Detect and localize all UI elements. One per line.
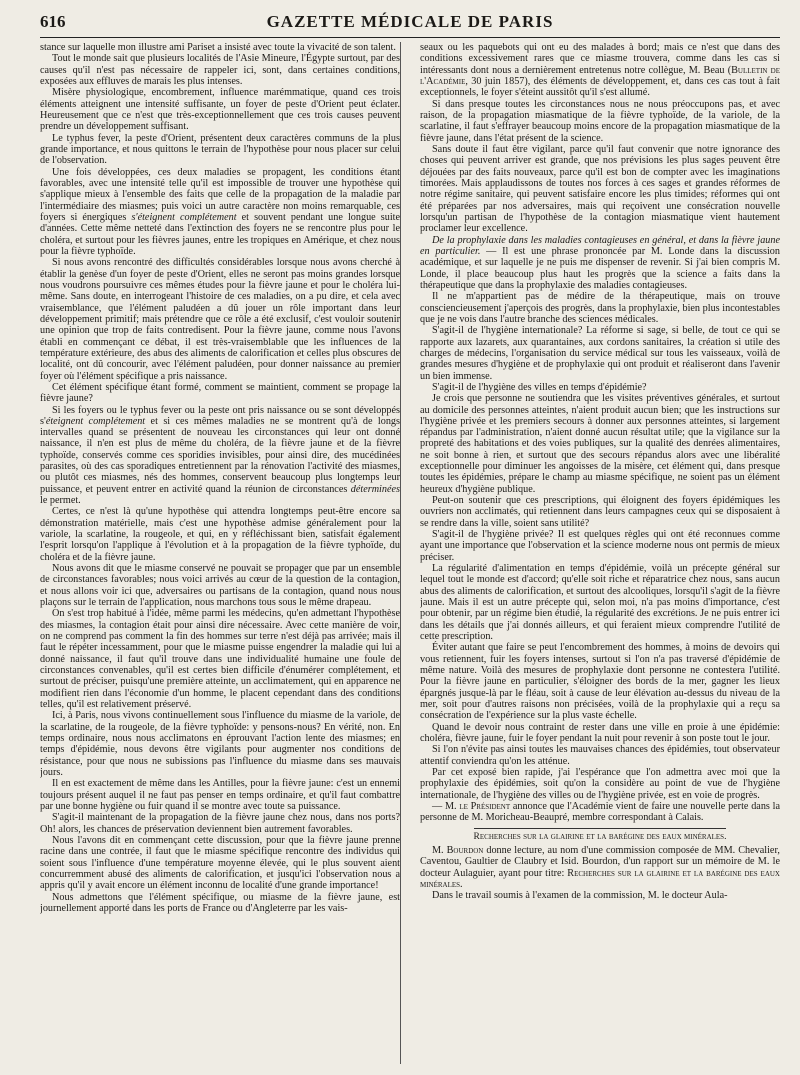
paragraph: Quand le devoir nous contraint de rester dans une ville en proie à une épidémie: choléra, fièvre jaune, fuir le foyer pendant la nuit pour revenir à son poste tout le jour.	[420, 721, 780, 745]
paragraph: Peut-on soutenir que ces prescriptions, qui éloignent des foyers épidémiques les ouvriers non acclimatés, qui retiennent dans leurs campagnes ceux qui se disposaient à se rendre dans la ville, soient sans utilité?	[420, 495, 780, 529]
paragraph	[40, 405, 400, 507]
paragraph: Certes, ce n'est là qu'une hypothèse qui attendra longtemps peut-être encore sa démonstration matérielle, mais c'est une hypothèse admise généralement pour la variole, la scarlatine, la rougeole, et qui, en y réfléchissant bien, satisfait également l'esprit lorsqu'on l'applique à l'évolution et à la propagation de la fièvre typhoïde, du choléra et de la fièvre jaune.	[40, 506, 400, 563]
paragraph: S'agit-il de l'hygiène privée? Il est quelques règles qui ont été reconnues comme ayant une importance que l'observation et la science moderne nous ont permis de mieux préciser.	[420, 529, 780, 563]
paragraph: Éviter autant que faire se peut l'encombrement des hommes, à moins de devoirs qui vous retiennent, fuir les foyers intenses, surtout si l'on n'a pas traversé d'épidémie de même nature. Voilà des mesures de prophylaxie dont personne ne contestera l'utilité. Pour la fièvre jaune en particulier, s'éloigner des bords de la mer, gagner les lieux épargnés jusque-là par le fléau, soit à cause de leur élévation au-dessus du niveau de la mer, soit pour d'autres raisons non précisées, voilà de la prophylaxie qui a reçu sa consécration de l'expérience sur la plus vaste échelle.	[420, 642, 780, 722]
emphasis: déterminées	[350, 483, 400, 495]
journal-title: GAZETTE MÉDICALE DE PARIS	[266, 12, 554, 31]
page-number: 616	[40, 12, 66, 31]
paragraph: On s'est trop habitué à l'idée, même parmi les médecins, qu'en admettant l'hypothèse des miasmes, la contagion était pour ainsi dire nécessaire. Avec cette manière de voir, on ne comprend pas comment la fin des hommes sur terre n'est déjà pas arrivée; mais il faut le répéter incessamment, pour que le miasme puisse engendrer la maladie qui lui a donné naissance, il faut qu'il trouve dans une individualité humaine une foule de circonstances convenables, qu'il est certes bien difficile d'énumérer complétement, et surtout de préciser, puisqu'une première atteinte, un acclimatement, qui en apparence ne modifient rien dans l'économie d'un homme, le placent cependant dans des conditions telles, qu'il est relativement préservé.	[40, 608, 400, 711]
text-span: — Il est une phrase prononcée par M. Londe dans la discussion académique, et sur laquelle je ne puis me dispenser de revenir. Si j'ai bien compris M. Londe, il place beaucoup plus haut les progrès que la science a faits dans la thérapeutique que dans la prophylaxie des maladies contagieuses.	[420, 245, 780, 291]
text-span: Une fois développées, ces deux maladies se propagent, les conditions étant favorables, avec une intensité telle qu'il est impossible de trouver une hypothèse qui s'applique mieux à l'ensemble des faits que celle de la propagation de la maladie par l'intermédiaire des miasmes; puis voici un autre caractère non moins remarquable, ces foyers si énergiques	[40, 166, 400, 223]
paragraph: stance sur laquelle mon illustre ami Pariset a insisté avec toute la vivacité de son talent.	[40, 42, 396, 53]
page-header	[40, 12, 780, 32]
paragraph: Nous l'avons dit en commençant cette discussion, pour que la fièvre jaune prenne racine dans une contrée, il faut que le miasme spécifique rencontre des individus qui soient sous l'influence d'une température moyenne élevée, qui le plus souvent aient concurremment abusé des aliments de calorification, et jusqu'ici l'observation nous a appris qu'il y avait encore un élément inconnu de localité d'une grande importance!	[40, 834, 400, 892]
paragraph: Il en est exactement de même dans les Antilles, pour la fièvre jaune: c'est un ennemi toujours présent auquel il ne faut pas penser en temps ordinaire, et qu'il faut combattre par une bonne hygiène ou fuir quand il se montre avec toute sa puissance.	[40, 778, 400, 812]
speaker-name: — M. le Président	[432, 800, 511, 812]
paragraph: La régularité d'alimentation en temps d'épidémie, voilà un précepte général sur lequel tout le monde est d'accord; qu'elle soit riche et réparatrice chez nous, sans aucun abus des aliments de calorification, et surtout des alcooliques, lorsqu'il s'agit de la fièvre jaune. Mais il est un autre précepte qui, selon moi, n'a pas moins d'importance, c'est pour obtenir, par un régime bien étudié, la régularité des excrétions. Je ne puis entrer ici dans les détails que j'ai donnés ailleurs, et qui feraient mieux comprendre l'utilité de cette prescription.	[420, 563, 780, 643]
column-divider	[400, 42, 401, 1064]
paragraph: Tout le monde sait que plusieurs localités de l'Asie Mineure, l'Égypte surtout, par des causes qu'il n'est pas nécessaire de rappeler ici, sont, dans certaines conditions, exposées aux effluves de marais les plus intenses.	[40, 53, 400, 87]
section-title: Recherches sur la glairine et la barégine des eaux minérales.	[473, 831, 727, 842]
emphasis: s'éteignent complétement	[131, 211, 237, 223]
header-rule	[40, 37, 780, 38]
text-span: donne lecture, au nom d'une commission composée de MM. Chevalier, Caventou, Gaultier de Claubry et Isid. Bourdon, d'un rapport sur un mémoire de M. le docteur Aulaguier, ayant pour titre:	[420, 844, 780, 879]
section-rule	[474, 828, 726, 829]
memoir-title: Recherches sur la glairine et la barégine des eaux minérales.	[420, 867, 780, 890]
text-span: annonce que l'Académie vient de faire une nouvelle perte dans la personne de M. Moricheau-Beaupré, membre correspondant à Calais.	[420, 800, 780, 824]
paragraph: S'agit-il maintenant de la propagation de la fièvre jaune chez nous, dans nos ports? Oh! alors, les chances de préservation deviennent bien autrement favorables.	[40, 812, 400, 835]
paragraph	[420, 801, 780, 824]
paragraph: Ici, à Paris, nous vivons continuellement sous l'influence du miasme de la variole, de la scarlatine, de la rougeole, de la fièvre typhoïde: y pensons-nous? En vérité, non. En temps ordinaire, nous nous acclimatons en éprouvant l'action lente des miasmes; en temps d'épidémie, nous devons être vigilants pour augmenter nos conditions de résistance, pour que nous ne subissions pas l'influence du miasme dans ses mauvais jours.	[40, 710, 400, 778]
paragraph: Le typhus fever, la peste d'Orient, présentent deux caractères communs de la plus grande importance, et nous quittons le terrain de l'hypothèse pour nous placer sur celui de l'observation.	[40, 132, 400, 167]
paragraph: Cet élément spécifique étant formé, comment se maintient, comment se propage la fièvre jaune?	[40, 381, 400, 405]
paragraph: Dans le travail soumis à l'examen de la commission, M. le docteur Aula-	[432, 890, 728, 902]
paragraph: Si l'on n'évite pas ainsi toutes les mauvaises chances des épidémies, tout observateur attentif conviendra qu'on les atténue.	[420, 744, 780, 767]
paragraph: S'agit-il de l'hygiène des villes en temps d'épidémie?	[432, 381, 647, 393]
right-column	[420, 42, 780, 1064]
paragraph: Je crois que personne ne soutiendra que les visites préventives générales, et surtout au domicile des personnes atteintes, n'aient produit aucun bien; que les instructions sur l'hygiène privée et les premiers secours à donner aux personnes atteintes, si largement répandus par l'administration, n'aient donné aucun résultat utile; que la vigilance sur la propreté des habitations et des voies publiques, sur la qualité des denrées alimentaires, ne soit bonne à rien, et surtout que des secours répandus alors avec une libéralité exceptionnelle pour diminuer les angoisses de la misère, cet élément qui, dans presque toutes les épidémies, prépare le champ au miasme spécifique, ne soient pas un élément heureux d'hygiène publique.	[420, 393, 780, 495]
subheading: De la prophylaxie dans les maladies contagieuses en général, et dans la fièvre jaune en particulier.	[420, 234, 780, 257]
paragraph: S'agit-il de l'hygiène internationale? La réforme si sage, si belle, de tout ce qui se rapporte aux lazarets, aux quarantaines, aux cordons sanitaires, la création si utile des charges de médecins, l'organisation du service médical sur tous les vaisseaux, voilà de grandes mesures d'hygiène et de prophylaxie qui ont produit et réaliseront dans l'avenir un bien immense.	[420, 325, 780, 382]
paragraph: Sans doute il faut être vigilant, parce qu'il faut convenir que notre ignorance des choses qui peuvent arriver est grande, que nos prévisions les plus sages peuvent être déjouées par des faits nouveaux, parce qu'il est bon de compter avec les imaginations timorées. Mais applaudissons de toutes nos forces à ces sages et grandes réformes de notre régime sanitaire, qui peuvent satisfaire encore les plus timides; réformes qui ont été préparées par nos adversaires, mais qui reçoivent une consécration nouvelle lorsqu'un partisan de l'hypothèse de la contagion miasmatique vient hautement proclamer leur excellence.	[420, 143, 780, 235]
text-span: Si les foyers ou le typhus fever ou la peste ont pris naissance ou se sont développés s'	[40, 404, 400, 427]
paragraph: Nous avons dit que le miasme conservé ne pouvait se propager que par un ensemble de circonstances favorables; nous voici arrivés au cœur de la question de la contagion, et nous allons voir ici que, adversaires ou partisans de la contagion, quand nous nous plaçons sur le terrain de l'application, nous marchons tous sous le même drapeau.	[40, 563, 400, 609]
text-span: seaux ou les paquebots qui ont eu des malades à bord; mais ce n'est que dans des conditions excessivement rares que ce miasme trouvera, comme dans les cas si intéressants dont nous a dernièrement entretenus notre collègue, M. Beau (	[420, 42, 780, 76]
text-span: , 30 juin 1857), des éléments de développement, et, dans ces cas tout à fait exceptionnels, le foyer s'éteint aussitôt qu'il s'est allumé.	[420, 75, 780, 99]
speaker-name: M. Bourdon	[432, 844, 484, 856]
paragraph: Il ne m'appartient pas de médire de la thérapeutique, mais on trouve consciencieusement j'aperçois des progrès, dans la prophylaxie, bien plus incontestables que je ne vois dans l'autre branche des sciences médicales.	[420, 291, 780, 325]
paragraph	[420, 42, 780, 99]
paragraph	[420, 845, 780, 890]
paragraph: Misère physiologique, encombrement, influence marémmatique, quand ces trois éléments atteignent une intensité suffisante, un foyer de peste d'Orient peut éclater. Heureusement que ce n'est que très-exceptionnellement que ces trois causes peuvent prendre un développement suffisant.	[40, 87, 400, 133]
paragraph	[420, 235, 780, 292]
paragraph	[40, 167, 400, 258]
text-span: et si ces mêmes maladies ne se montrent qu'à de longs intervalles quand se présentent de nouveau les circonstances qui leur ont donné naissance, il n'en est plus de même du choléra, de la fièvre jaune et de la fièvre typhoïde, conservés comme ces sporidies invisibles, pour ainsi dire, des mucédinées parasites, où des cas sporadiques entretiennent par la rénovation l'activité des miasmes, ou plutôt ces miasmes, nés des hommes, conservent beaucoup plus longtemps leur puissance, et peuvent entrer en activité quand la réunion de circonstances	[40, 415, 400, 495]
text-span: le permet.	[40, 495, 81, 507]
paragraph: Si nous avons rencontré des difficultés considérables lorsque nous avons cherché à établir la genèse d'un foyer de peste d'Orient, elles ne seront pas moins grandes lorsque nous voudrons poursuivre ces mêmes études pour la fièvre jaune et pour le choléra lui-même. Sans doute, en interrogeant l'histoire de ces maladies, on a pu dire, et cela avec vraisemblance, que l'élément paludéen a dû jouer un rôle important dans leur développement primitif; mais prétendre que ce rôle a été exclusif, c'est vouloir soutenir une opinion que trop de faits contredisent. Pour la fièvre jaune, comme nous l'avons établi en commençant ce débat, il est très-vraisemblable que les influences de la température extérieure, des abus des aliments de calorification et celles plus obscures de localité, ont dû concourir, avec l'élément paludéen, pour donner naissance au premier foyer où l'élément spécifique a pris naissance.	[40, 257, 400, 382]
left-column	[40, 42, 400, 1064]
text-span: et souvent pendant une longue suite d'années. Cette même netteté dans l'extinction des foyers ne se rencontre plus pour le choléra, et surtout pour les fièvres jaunes, entre les tropiques en Amérique, et chez nous pour la fièvre typhoïde.	[40, 211, 400, 257]
paragraph: Si dans presque toutes les circonstances nous ne nous préoccupons pas, et avec raison, de la propagation miasmatique de la fièvre typhoïde, de la variole, de la scarlatine, il faut s'effrayer beaucoup moins encore de la propagation miasmatique de la fièvre jaune, dans l'état présent de la science.	[420, 98, 780, 144]
paragraph: Nous admettons que l'élément spécifique, ou miasme de la fièvre jaune, est journellement apporté dans les ports de France ou d'Angleterre par les vais-	[40, 891, 400, 914]
paragraph: Par cet exposé bien rapide, j'ai l'espérance que l'on admettra avec moi que la prophylaxie des épidémies, soit qu'on la considère au point de vue de l'hygiène internationale, de l'hygiène des villes ou de l'hygiène privée, est en voie de progrès.	[420, 767, 780, 801]
citation: Bulletin de l'Académie	[420, 64, 780, 87]
emphasis: éteignent complétement	[45, 415, 146, 427]
